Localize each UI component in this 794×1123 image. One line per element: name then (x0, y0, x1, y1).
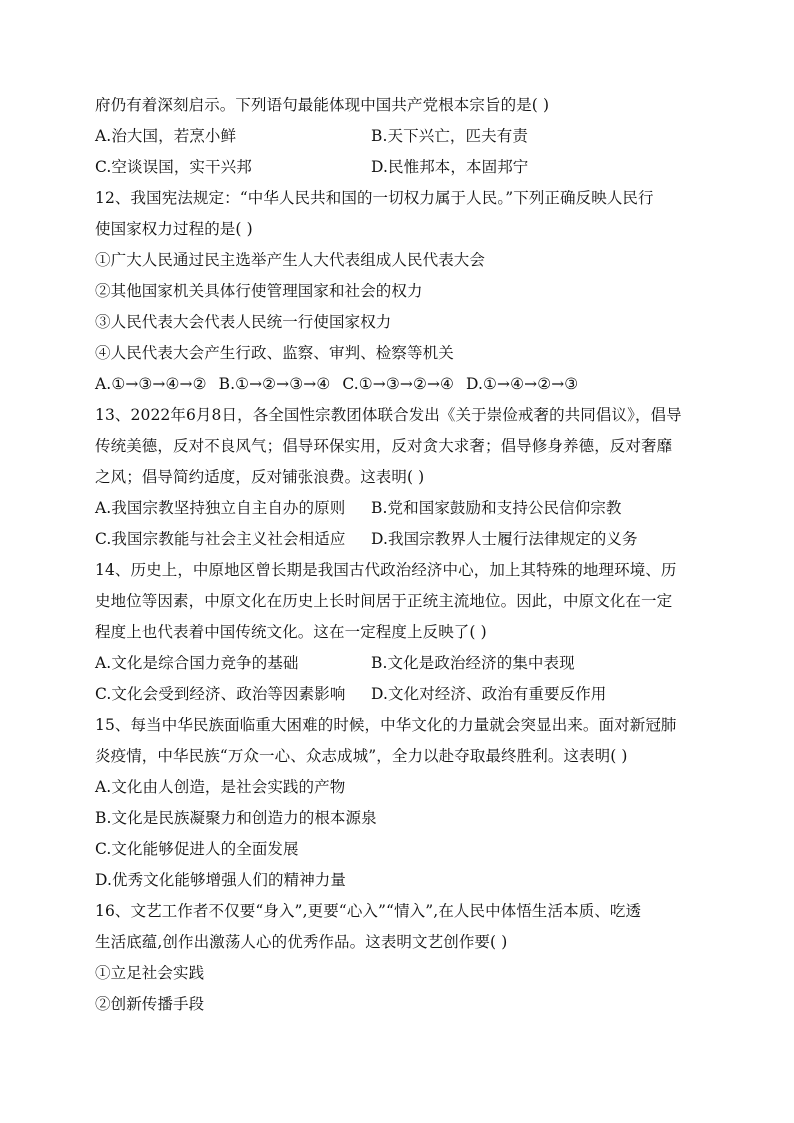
q12-options-row (95, 369, 705, 400)
q13-stem-line-1: 13、2022年6月8日，各全国性宗教团体联合发出《关于崇俭戒奢的共同倡议》，倡导 (95, 406, 682, 424)
q15-stem-line-1: 15、每当中华民族面临重大困难的时候，中华文化的力量就会突显出来。面对新冠肺 (95, 716, 677, 734)
q11-option-d[interactable]: D.民惟邦本，本固邦宁 (371, 158, 529, 176)
q16-item-2: ②创新传播手段 (95, 995, 205, 1013)
q14-option-d[interactable]: D.文化对经济、政治有重要反作用 (371, 685, 607, 703)
q13-option-c[interactable]: C.我国宗教能与社会主义社会相适应 (95, 530, 346, 548)
q15-option-d[interactable]: D.优秀文化能够增强人们的精神力量 (95, 871, 347, 889)
q14-options-row-2 (95, 679, 705, 710)
q15-option-b[interactable]: B.文化是民族凝聚力和创造力的根本源泉 (95, 809, 377, 827)
q11-stem: 府仍有着深刻启示。下列语句最能体现中国共产党根本宗旨的是( ) (95, 96, 550, 114)
q14-stem-line-3: 程度上也代表着中国传统文化。这在一定程度上反映了( ) (95, 623, 487, 641)
q16-item-1: ①立足社会实践 (95, 964, 205, 982)
q13-option-a[interactable]: A.我国宗教坚持独立自主自办的原则 (95, 499, 346, 517)
q14-stem-line-1: 14、历史上，中原地区曾长期是我国古代政治经济中心，加上其特殊的地理环境、历 (95, 561, 677, 579)
q13-options-row-1 (95, 493, 705, 524)
q13-option-b[interactable]: B.党和国家鼓励和支持公民信仰宗教 (371, 499, 622, 517)
q11-options-row-2 (95, 152, 705, 183)
q13-stem-line-3: 之风；倡导简约适度，反对铺张浪费。这表明( ) (95, 468, 425, 486)
q15-option-a[interactable]: A.文化由人创造，是社会实践的产物 (95, 778, 346, 796)
q12-stem-line-1: 12、我国宪法规定：“中华人民共和国的一切权力属于人民。”下列正确反映人民行 (95, 189, 654, 207)
q13-option-d[interactable]: D.我国宗教界人士履行法律规定的义务 (371, 530, 638, 548)
q12-item-4: ④人民代表大会产生行政、监察、审判、检察等机关 (95, 344, 454, 362)
q13-stem-line-2: 传统美德，反对不良风气；倡导环保实用，反对贪大求奢；倡导修身养德，反对奢靡 (95, 437, 673, 455)
q12-item-2: ②其他国家机关具体行使管理国家和社会的权力 (95, 282, 423, 300)
q12-item-1: ①广大人民通过民主选举产生人大代表组成人民代表大会 (95, 251, 486, 269)
q11-options-row-1 (95, 121, 705, 152)
q12-item-3: ③人民代表大会代表人民统一行使国家权力 (95, 313, 392, 331)
q14-option-c[interactable]: C.文化会受到经济、政治等因素影响 (95, 685, 346, 703)
q12-option-a[interactable]: A.①→③→④→② (95, 375, 207, 393)
q11-option-a[interactable]: A.治大国，若烹小鲜 (95, 127, 237, 145)
q12-option-b[interactable]: B.①→②→③→④ (218, 375, 331, 393)
q14-option-a[interactable]: A.文化是综合国力竞争的基础 (95, 654, 299, 672)
q12-option-d[interactable]: D.①→④→②→③ (466, 375, 579, 393)
q13-options-row-2 (95, 524, 705, 555)
q16-stem-line-2: 生活底蕴,创作出激荡人心的优秀作品。这表明文艺创作要( ) (95, 933, 508, 951)
q12-stem-line-2: 使国家权力过程的是( ) (95, 220, 253, 238)
question-list (95, 90, 705, 1020)
q11-option-b[interactable]: B.天下兴亡，匹夫有责 (371, 127, 528, 145)
q12-option-c[interactable]: C.①→③→②→④ (342, 375, 455, 393)
q15-option-c[interactable]: C.文化能够促进人的全面发展 (95, 840, 299, 858)
q15-stem-line-2: 炎疫情，中华民族“万众一心、众志成城”，全力以赴夺取最终胜利。这表明( ) (95, 747, 628, 765)
q14-options-row-1 (95, 648, 705, 679)
q14-option-b[interactable]: B.文化是政治经济的集中表现 (371, 654, 575, 672)
q11-option-c[interactable]: C.空谈误国，实干兴邦 (95, 158, 252, 176)
q16-stem-line-1: 16、文艺工作者不仅要“身入”,更要“心入”“情入”,在人民中体悟生活本质、吃透 (95, 902, 642, 920)
q14-stem-line-2: 史地位等因素，中原文化在历史上长时间居于正统主流地位。因此，中原文化在一定 (95, 592, 673, 610)
